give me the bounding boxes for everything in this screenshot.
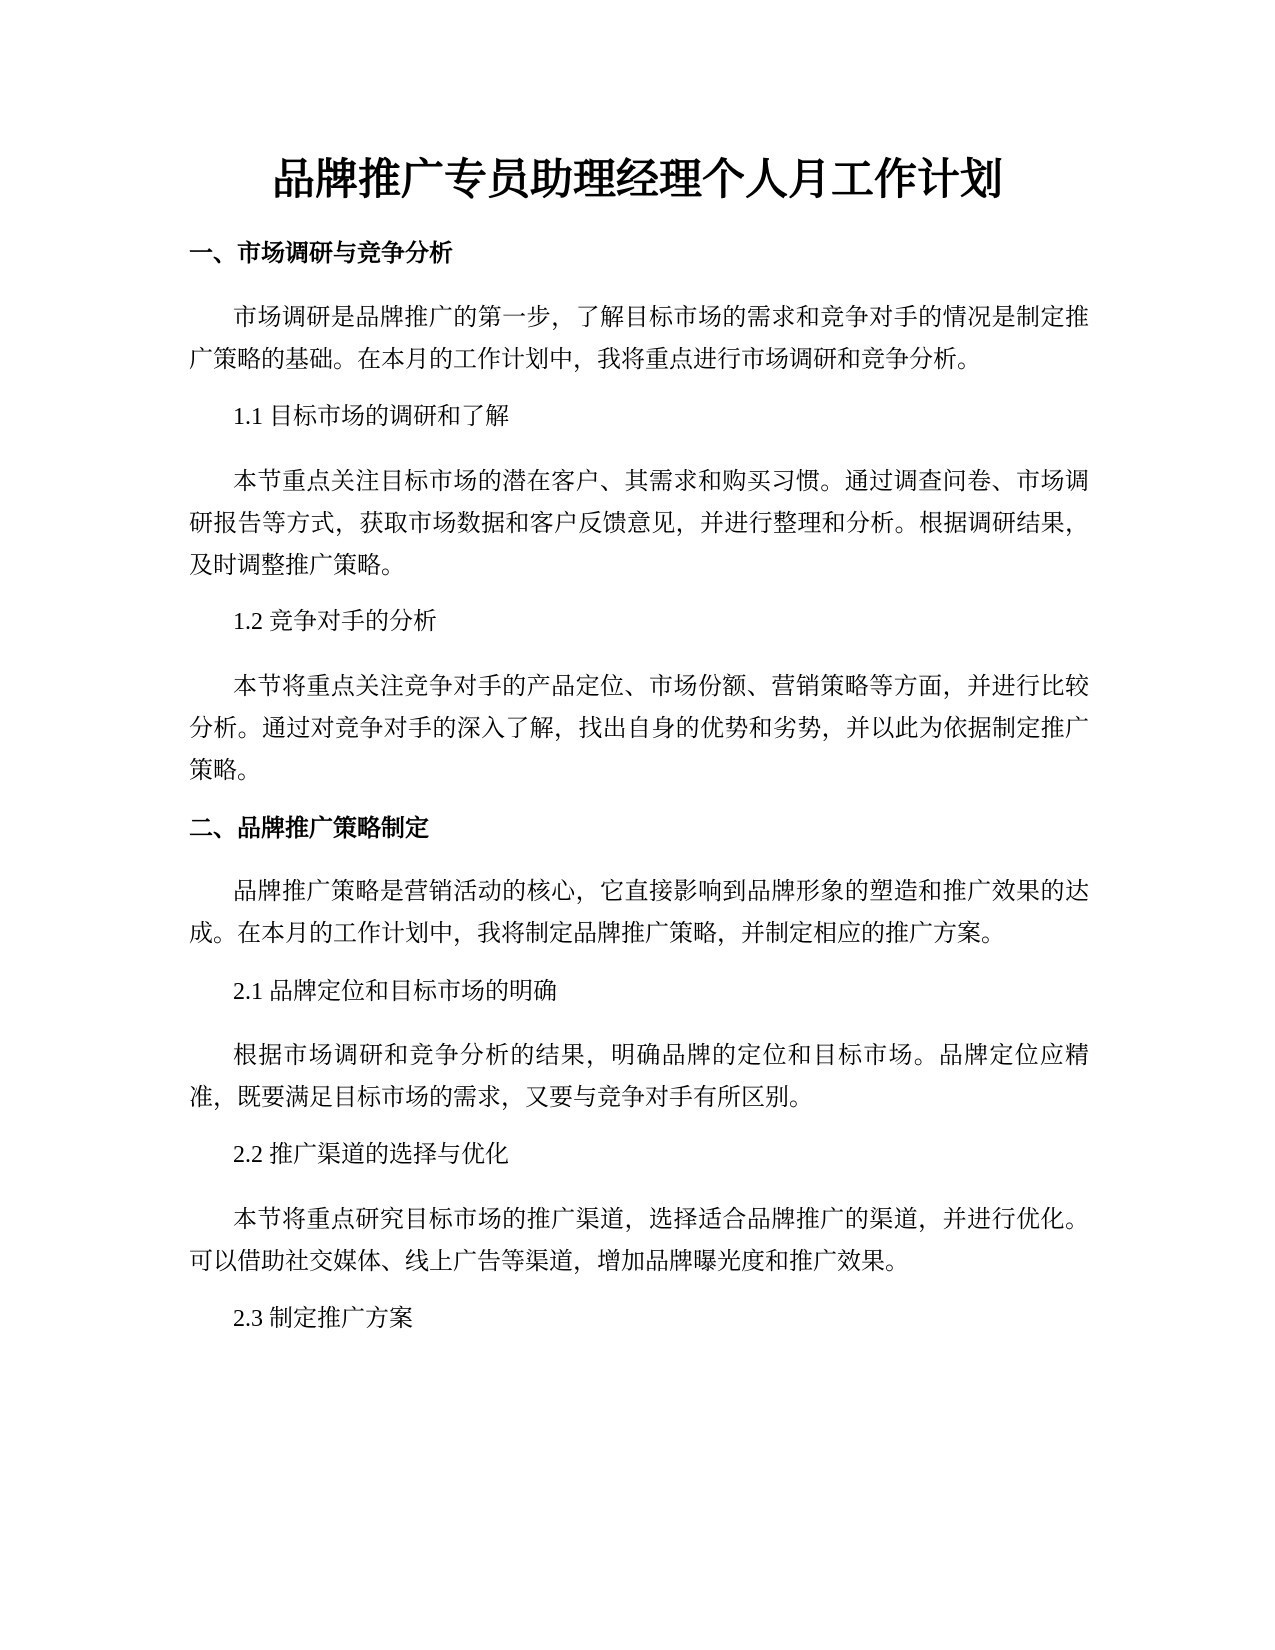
section-1-intro: 市场调研是品牌推广的第一步，了解目标市场的需求和竞争对手的情况是制定推广策略的基础。在本月的工作计划中，我将重点进行市场调研和竞争分析。 bbox=[189, 303, 1089, 373]
subsection-title-2-3: 2.3 制定推广方案 bbox=[233, 1306, 413, 1332]
subsection-body-2-2: 本节将重点研究目标市场的推广渠道，选择适合品牌推广的渠道，并进行优化。可以借助社交媒体、线上广告等渠道，增加品牌曝光度和推广效果。 bbox=[189, 1205, 1089, 1275]
section-heading-2: 二、品牌推广策略制定 bbox=[189, 814, 429, 842]
subsection-body-1-2: 本节将重点关注竞争对手的产品定位、市场份额、营销策略等方面，并进行比较分析。通过对竞争对手的深入了解，找出自身的优势和劣势，并以此为依据制定推广策略。 bbox=[189, 672, 1089, 784]
section-2-intro: 品牌推广策略是营销活动的核心，它直接影响到品牌形象的塑造和推广效果的达成。在本月的工作计划中，我将制定品牌推广策略，并制定相应的推广方案。 bbox=[189, 877, 1089, 947]
subsection-title-1-1: 1.1 目标市场的调研和了解 bbox=[233, 404, 509, 430]
subsection-title-2-2: 2.2 推广渠道的选择与优化 bbox=[233, 1142, 509, 1168]
subsection-title-2-1: 2.1 品牌定位和目标市场的明确 bbox=[233, 979, 557, 1005]
subsection-title-1-2: 1.2 竞争对手的分析 bbox=[233, 609, 437, 635]
document-title: 品牌推广专员助理经理个人月工作计划 bbox=[272, 155, 1003, 205]
subsection-body-2-1: 根据市场调研和竞争分析的结果，明确品牌的定位和目标市场。品牌定位应精准，既要满足目标市场的需求，又要与竞争对手有所区别。 bbox=[189, 1041, 1089, 1111]
subsection-body-1-1: 本节重点关注目标市场的潜在客户、其需求和购买习惯。通过调查问卷、市场调研报告等方式，获取市场数据和客户反馈意见，并进行整理和分析。根据调研结果，及时调整推广策略。 bbox=[189, 467, 1089, 579]
section-heading-1: 一、市场调研与竞争分析 bbox=[189, 239, 453, 267]
